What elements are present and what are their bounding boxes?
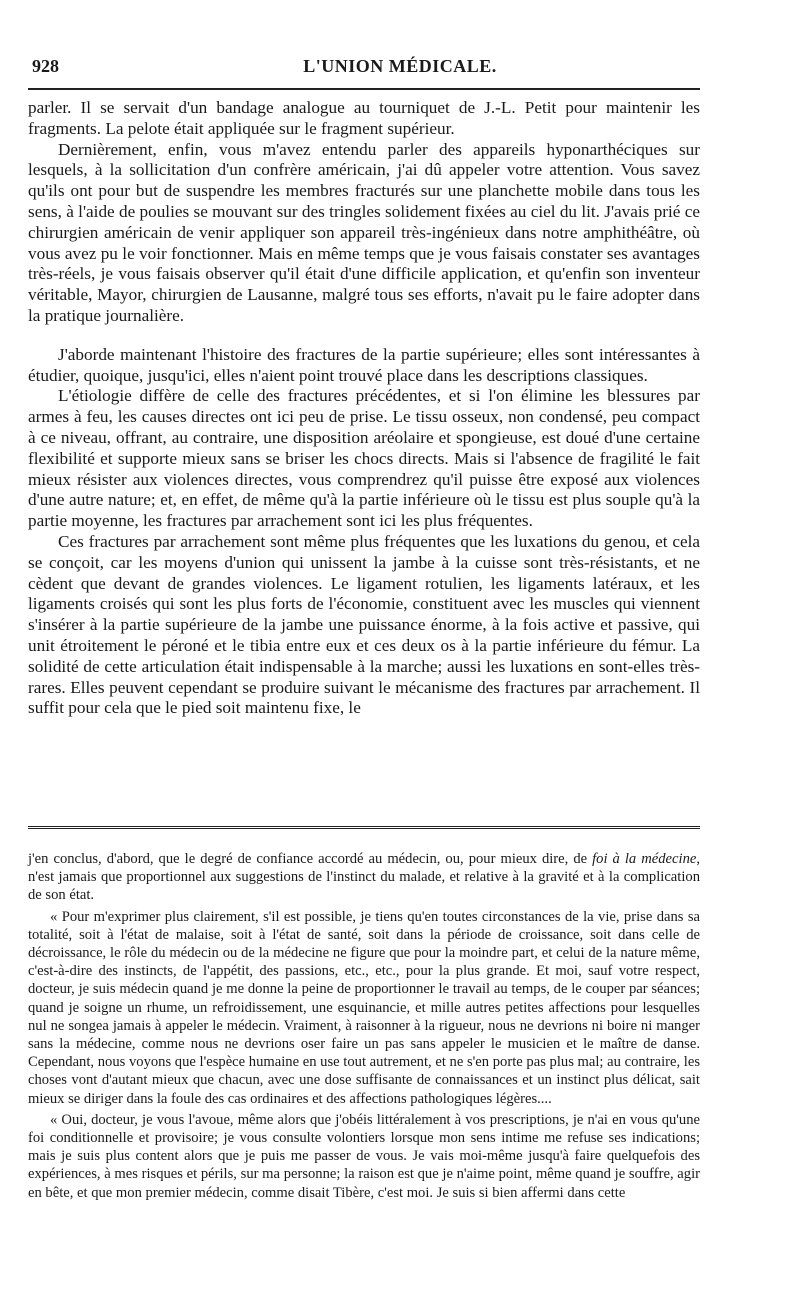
- paragraph: parler. Il se servait d'un bandage analogue au tourniquet de J.-L. Petit pour maintenir les fragments. La pelote était appliquée sur le fragment supérieur.: [28, 98, 700, 138]
- footnote-paragraph: « Pour m'exprimer plus clairement, s'il est possible, je tiens qu'en toutes circonstances de la vie, prise dans sa totalité, soit à l'état de malaise, soit à l'état de santé, soit dans la période de croissance, soit dans celle de décroissance, le rôle du médecin ou de la médecine ne figure que pour la moindre part, et celui de la nature même, c'est-à-dire des instincts, de l'appétit, des passions, etc., etc., pour la plus grande. Et moi, sauf votre respect, docteur, je suis médecin quand je me donne la peine de proportionner le travail au temps, de le couper par séances; quand je soigne un rhume, un refroidissement, une esquinancie, et mille autres petites affections pour lesquelles nul ne songea jamais à appeler le médecin. Vraiment, à raisonner à la rigueur, nous ne devrions ni boire ni manger sans la médecine, comme nous ne devrions oser faire un pas sans appeler le musicien et le maître de danse. Cependant, nous voyons que l'espèce humaine en use tout autrement, et ne s'en porte pas plus mal; au contraire, les choses vont d'autant mieux que chacun, avec une dose suffisante de connaissances et un instinct plus délicat, sait mieux se diriger dans la foule des cas ordinaires et des affections pathologiques légères....: [28, 908, 700, 1107]
- paragraph: Dernièrement, enfin, vous m'avez entendu parler des appareils hyponarthéciques sur lesquels, à la sollicitation d'un confrère américain, j'ai dû appeler votre attention. Vous savez qu'ils ont pour but de suspendre les membres fracturés sur une planchette mobile dans tous les sens, à l'aide de poulies se mouvant sur des tringles solidement fixées au ciel du lit. J'avais prié ce chirurgien américain de venir appliquer son appareil très-ingénieux dans notre amphithéâtre, où vous avez pu le voir fonctionner. Mais en même temps que je vous faisais constater ses avantages très-réels, je vous faisais observer qu'il était d'une difficile application, et qu'enfin son inventeur véritable, Mayor, chirurgien de Lausanne, malgré tous ses efforts, n'avait pu le faire adopter dans la pratique journalière.: [28, 139, 700, 325]
- footnote-text: j'en conclus, d'abord, que le degré de confiance accordé au médecin, ou, pour mieux dire, de: [28, 851, 593, 867]
- main-text: [28, 98, 700, 719]
- journal-title: L'UNION MÉDICALE.: [303, 56, 497, 76]
- running-header: [32, 56, 768, 82]
- paragraph: L'étiologie diffère de celle des fractures précédentes, et si l'on élimine les blessures par armes à feu, les causes directes ont ici peu de prise. Le tissu osseux, non condensé, peu compact à ce niveau, offrant, au contraire, une disposition aréolaire et spongieuse, est doué d'une certaine flexibilité et supporte mieux sans se briser les chocs directs. Mais si l'absence de fragilité le fait mieux résister aux violences directes, vous comprendrez qu'il puisse être exposé aux violences d'une autre nature; et, en effet, de même qu'à la partie inférieure où le tissu est plus souple qu'à la partie moyenne, les fractures par arrachement sont ici les plus fréquentes.: [28, 386, 700, 531]
- header-rule: [28, 88, 700, 90]
- footnote-paragraph: « Oui, docteur, je vous l'avoue, même alors que j'obéis littéralement à vos prescriptions, je n'ai en vous qu'une foi conditionnelle et provisoire; je vous consulte volontiers lorsque mon sens intime me refuse ses indications; mais je suis plus content alors que je puis me passer de vous. Je vais moi-même jusqu'à faire quelquefois des expériences, à mes risques et périls, sur ma personne; la raison est que je n'aime point, même quand je souffre, agir en bête, et que mon premier médecin, comme disait Tibère, c'est moi. Je suis si bien affermi dans cette: [28, 1111, 700, 1201]
- footnote-italic: foi à la médecine: [592, 851, 697, 867]
- footnote-text: , n'est jamais que proportionnel aux suggestions de l'instinct du malade, et relative à la gravité et à la complication de son état.: [28, 851, 700, 904]
- footnote-separator: [28, 826, 700, 832]
- footnote: [28, 850, 700, 1202]
- paragraph: J'aborde maintenant l'histoire des fractures de la partie supérieure; elles sont intéressantes à étudier, quoique, jusqu'ici, elles n'aient point trouvé place dans les descriptions classiques.: [28, 344, 700, 385]
- footnote-paragraph: [28, 850, 700, 905]
- page-number: 928: [32, 56, 59, 76]
- paragraph: Ces fractures par arrachement sont même plus fréquentes que les luxations du genou, et cela se conçoit, car les moyens d'union qui unissent la jambe à la cuisse sont très-résistants, et ne cèdent que devant de grandes violences. Le ligament rotulien, les ligaments latéraux, et les ligaments croisés qui sont les plus forts de l'économie, constituent avec les muscles qui viennent s'insérer à la partie supérieure de la jambe une puissance énorme, à la fois active et passive, qui unit étroitement le péroné et le tibia entre eux et ces deux os à la partie inférieure du fémur. La solidité de cette articulation était indispensable à la marche; aussi les luxations en sont-elles très-rares. Elles peuvent cependant se produire suivant le mécanisme des fractures par arrachement. Il suffit pour cela que le pied soit maintenu fixe, le: [28, 531, 700, 718]
